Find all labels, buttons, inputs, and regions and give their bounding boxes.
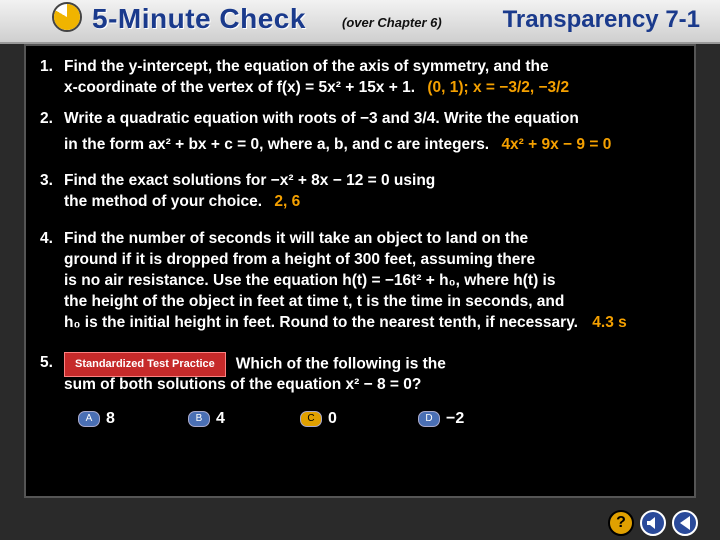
question-text bbox=[64, 191, 300, 212]
page-title: 5-Minute Check bbox=[92, 3, 306, 34]
standardized-test-badge: Standardized Test Practice bbox=[64, 352, 226, 377]
question-text: the height of the object in feet at time t, t is the time in seconds, and bbox=[64, 293, 565, 310]
back-button[interactable] bbox=[640, 510, 666, 536]
question-text: Write a quadratic equation with roots of −3 and 3/4. Write the equation bbox=[64, 110, 579, 127]
question-text-line2: the method of your choice. bbox=[64, 193, 263, 210]
question-text-line2: in the form ax² + bx + c = 0, where a, b, and c are integers. bbox=[64, 136, 490, 153]
choice-a[interactable] bbox=[78, 410, 115, 428]
question-text: Find the exact solutions for −x² + 8x − 12 = 0 using bbox=[64, 172, 436, 189]
question-number: 5. bbox=[40, 354, 53, 371]
choice-c[interactable] bbox=[300, 410, 337, 428]
page-subtitle: (over Chapter 6) bbox=[342, 15, 442, 30]
previous-button[interactable] bbox=[672, 510, 698, 536]
choice-letter: D bbox=[418, 411, 440, 427]
question-number: 1. bbox=[40, 58, 53, 75]
choice-value: 0 bbox=[328, 410, 337, 427]
question-text: sum of both solutions of the equation x² − 8 = 0? bbox=[64, 376, 422, 393]
question-text: ground if it is dropped from a height of 300 feet, assuming there bbox=[64, 251, 536, 268]
answer-text: 2, 6 bbox=[274, 193, 301, 210]
choice-value: −2 bbox=[446, 410, 465, 427]
question-text: is no air resistance. Use the equation h(t) = −16t² + h₀, where h(t) is bbox=[64, 272, 556, 289]
help-button[interactable] bbox=[608, 510, 634, 536]
choice-letter: C bbox=[300, 411, 322, 427]
header-bar bbox=[0, 0, 720, 44]
answer-text: (0, 1); x = −3/2, −3/2 bbox=[427, 79, 570, 96]
choice-d[interactable] bbox=[418, 410, 464, 428]
answer-choices bbox=[78, 410, 698, 434]
question-text: Find the number of seconds it will take an object to land on the bbox=[64, 230, 529, 247]
choice-value: 4 bbox=[216, 410, 225, 427]
choice-letter: A bbox=[78, 411, 100, 427]
speaker-icon bbox=[646, 516, 660, 530]
question-number: 3. bbox=[40, 172, 53, 189]
choice-value: 8 bbox=[106, 410, 115, 427]
question-text-line5: h₀ is the initial height in feet. Round to the nearest tenth, if necessary. bbox=[64, 314, 578, 331]
answer-text: 4x² + 9x − 9 = 0 bbox=[501, 136, 612, 153]
question-text-line1: Which of the following is the bbox=[235, 355, 446, 373]
triangle-left-icon bbox=[680, 516, 690, 530]
transparency-label: Transparency 7-1 bbox=[502, 6, 700, 33]
clock-icon bbox=[52, 2, 82, 32]
question-text-line2: x-coordinate of the vertex of f(x) = 5x² + 15x + 1. bbox=[64, 79, 416, 96]
question-text bbox=[64, 134, 611, 155]
choice-b[interactable] bbox=[188, 410, 225, 428]
question-text bbox=[64, 312, 627, 333]
question-text: Find the y-intercept, the equation of the axis of symmetry, and the bbox=[64, 58, 549, 75]
content-panel bbox=[24, 44, 696, 498]
question-text bbox=[64, 77, 569, 98]
question-number: 4. bbox=[40, 230, 53, 247]
choice-letter: B bbox=[188, 411, 210, 427]
question-number: 2. bbox=[40, 110, 53, 127]
answer-text: 4.3 s bbox=[592, 314, 627, 331]
question-mark-icon: ? bbox=[616, 514, 626, 531]
